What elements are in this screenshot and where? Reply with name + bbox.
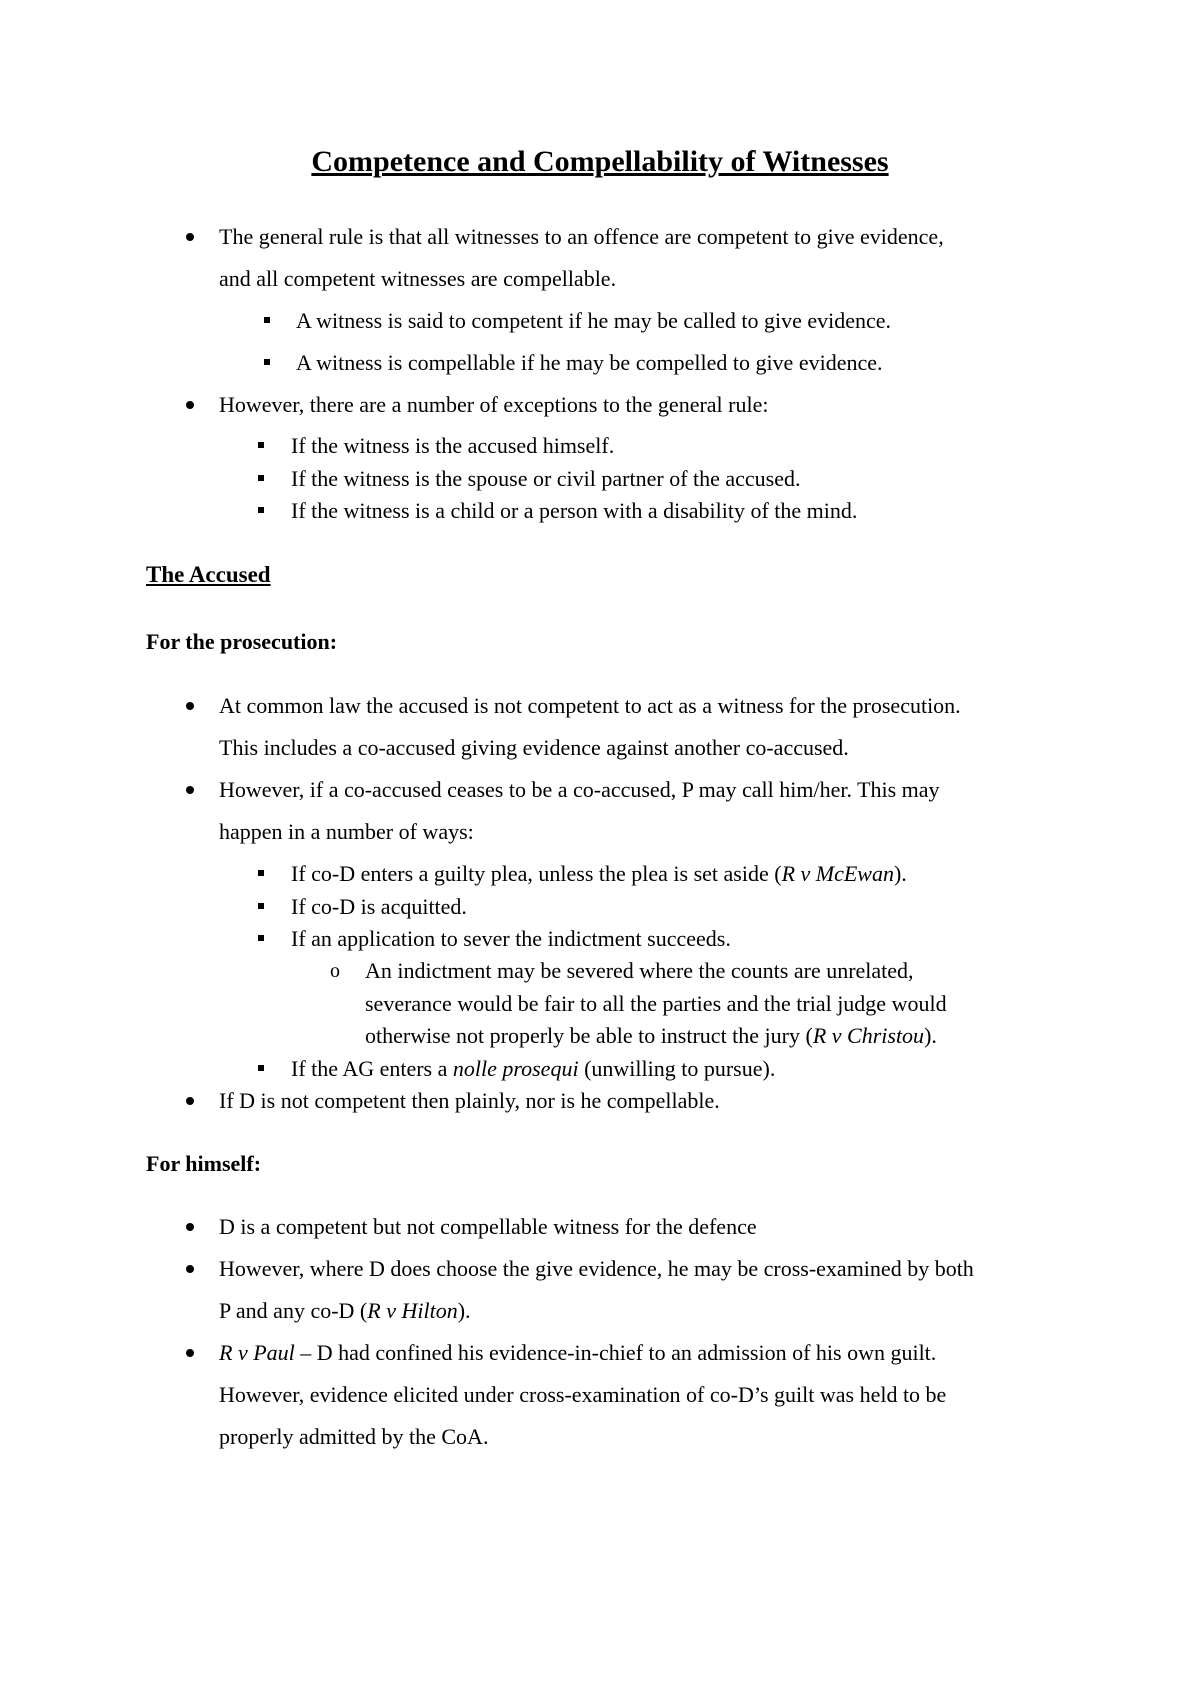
latin-term: nolle prosequi	[452, 1056, 579, 1081]
intro-bullet-2: However, there are a number of exceptions to the general rule:	[219, 392, 769, 417]
himself-bullet-3-line-3: properly admitted by the CoA.	[219, 1424, 489, 1449]
himself-bullet-2-line-2: P and any co-D (R v Hilton).	[219, 1298, 471, 1323]
prosecution-sub-1: If co-D enters a guilty plea, unless the plea is set aside (R v McEwan).	[291, 861, 907, 886]
square-bullet-icon	[258, 442, 264, 448]
circle-bullet-icon: o	[330, 960, 340, 982]
case-name: R v Hilton	[367, 1298, 458, 1323]
prosecution-bullet-2-line-2: happen in a number of ways:	[219, 819, 474, 844]
section-heading-accused: The Accused	[146, 562, 271, 587]
bullet-icon	[186, 786, 194, 794]
intro-sub-2: A witness is compellable if he may be compelled to give evidence.	[296, 350, 883, 375]
square-bullet-icon	[258, 507, 264, 513]
prosecution-bullet-2-line-1: However, if a co-accused ceases to be a co-accused, P may call him/her. This may	[219, 777, 940, 802]
prosecution-bullet-3: If D is not competent then plainly, nor is he compellable.	[219, 1088, 720, 1113]
bullet-icon	[186, 1097, 194, 1105]
square-bullet-icon	[258, 1065, 264, 1071]
himself-bullet-2-line-1: However, where D does choose the give evidence, he may be cross-examined by both	[219, 1256, 974, 1281]
square-bullet-icon	[258, 903, 264, 909]
severance-line-1: An indictment may be severed where the counts are unrelated,	[365, 958, 914, 983]
square-bullet-icon	[258, 475, 264, 481]
prosecution-bullet-1-line-2: This includes a co-accused giving evidence against another co-accused.	[219, 735, 849, 760]
intro-sub-1: A witness is said to competent if he may be called to give evidence.	[296, 308, 892, 333]
intro-bullet-1-line-2: and all competent witnesses are compellable.	[219, 266, 617, 291]
subheading-prosecution: For the prosecution:	[146, 629, 338, 654]
case-name: R v McEwan	[781, 861, 894, 886]
case-name: R v Paul	[219, 1340, 295, 1365]
square-bullet-icon	[264, 317, 270, 323]
prosecution-sub-2: If co-D is acquitted.	[291, 894, 467, 919]
square-bullet-icon	[258, 935, 264, 941]
prosecution-sub-3: If an application to sever the indictment succeeds.	[291, 926, 731, 951]
exception-3: If the witness is a child or a person with a disability of the mind.	[291, 498, 858, 523]
prosecution-sub-4: If the AG enters a nolle prosequi (unwilling to pursue).	[291, 1056, 776, 1081]
bullet-icon	[186, 233, 194, 241]
exception-1: If the witness is the accused himself.	[291, 433, 615, 458]
prosecution-bullet-1-line-1: At common law the accused is not competent to act as a witness for the prosecution.	[219, 693, 961, 718]
case-name: R v Christou	[812, 1023, 925, 1048]
himself-bullet-3-line-2: However, evidence elicited under cross-examination of co-D’s guilt was held to be	[219, 1382, 947, 1407]
bullet-icon	[186, 1223, 194, 1231]
exception-2: If the witness is the spouse or civil partner of the accused.	[291, 466, 801, 491]
subheading-himself: For himself:	[146, 1151, 262, 1176]
severance-line-2: severance would be fair to all the parties and the trial judge would	[365, 991, 947, 1016]
bullet-icon	[186, 401, 194, 409]
square-bullet-icon	[258, 870, 264, 876]
page-title: Competence and Compellability of Witnesses	[311, 145, 889, 178]
intro-bullet-1-line-1: The general rule is that all witnesses to an offence are competent to give evidence,	[219, 224, 944, 249]
himself-bullet-1: D is a competent but not compellable witness for the defence	[219, 1214, 757, 1239]
bullet-icon	[186, 1265, 194, 1273]
square-bullet-icon	[264, 359, 270, 365]
severance-line-3: otherwise not properly be able to instruct the jury (R v Christou).	[365, 1023, 937, 1048]
bullet-icon	[186, 1349, 194, 1357]
bullet-icon	[186, 702, 194, 710]
himself-bullet-3-line-1: R v Paul – D had confined his evidence-in-chief to an admission of his own guilt.	[219, 1340, 937, 1365]
